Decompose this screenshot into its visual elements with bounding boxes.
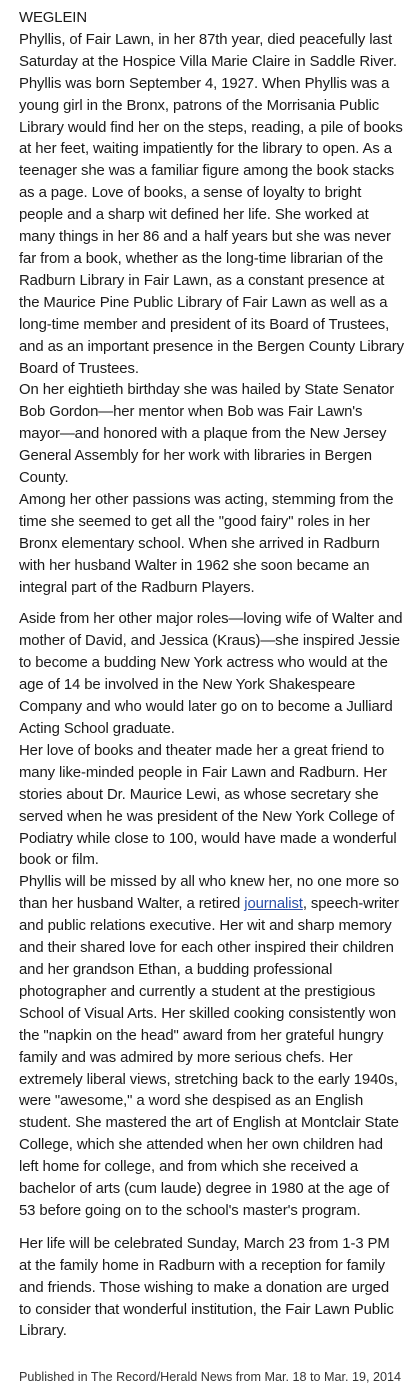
obituary-paragraph-acting: Among her other passions was acting, stemming from the time she seemed to get all the "good fairy" roles in her Bronx elementary school. When she arrived in Radburn with her husband Walter in 1962 she soon became an integral part of the Radburn Players. [19,491,394,596]
journalist-link[interactable]: journalist [244,896,303,913]
obituary-section-service [19,1234,405,1344]
obituary-paragraph-roles: Aside from her other major roles—loving wife of Walter and mother of David, and Jessica (Kraus)—she inspired Jessie to become a budding New York actress who would at the age of 14 be involved in the New York Shakespeare Company and who would later go on to become a Julliard Acting School graduate. [19,611,403,737]
obituary-paragraph-friends: Her love of books and theater made her a great friend to many like-minded people in Fair Lawn and Radburn. Her stories about Dr. Maurice Lewi, as whose secretary she served when he was president of the New York College of Podiatry while close to 100, would have made a wonderful book or film. [19,742,397,869]
publication-info [19,1367,405,1387]
missed-text-before: Phyllis will be missed by all who knew her, no one more so than her husband Walter, a retired [19,874,399,913]
obituary-section-family [19,609,405,1222]
obituary-page [19,8,405,1387]
obituary-paragraph-life: Phyllis, of Fair Lawn, in her 87th year, died peacefully last Saturday at the Hospice Villa Marie Claire in Saddle River. Phyllis was born September 4, 1927. When Phyllis was a young girl in the Bronx, patrons of the Morrisania Public Library would find her on the steps, reading, a pile of books at her feet, waiting impatiently for the library to open. As a teenager she was a familiar figure among the book stacks as a page. Love of books, a sense of loyalty to bright people and a sharp wit defined her life. She worked at many things in her 86 and a half years but she was never far from a book, whether as the long-time librarian of the Radburn Library in Fair Lawn, as a constant presence at the Maurice Pine Public Library of Fair Lawn as well as a long-time member and president of its Board of Trustees, and as an important presence in the Bergen County Library Board of Trustees. [19,31,404,377]
obituary-paragraph-celebration: Her life will be celebrated Sunday, March 23 from 1-3 PM at the family home in Radburn with a reception for family and friends. Those wishing to make a donation are urged to consider that wonderful institution, the Fair Lawn Public Library. [19,1235,394,1340]
obituary-surname: WEGLEIN [19,10,87,26]
obituary-paragraph-birthday: On her eightieth birthday she was hailed by State Senator Bob Gordon—her mentor when Bob was Fair Lawn's mayor—and honored with a plaque from the New Jersey General Assembly for her work with libraries in Bergen County. [19,382,395,487]
obituary-paragraph-missed [19,872,405,1223]
missed-text-after: , speech-writer and public relations executive. Her wit and sharp memory and their shared love for each other inspired their children and her grandson Ethan, a budding professional photographer and currently a student at the prestigious School of Visual Arts. Her skilled cooking consistently won the "napkin on the head" award from her grateful hungry family and was admired by more serious chefs. Her extremely liberal views, stretching back to the early 1940s, were "awesome," a word she despised as an English student. She mastered the art of English at Montclair State College, which she attended when her own children had left home for college, and from which she received a bachelor of arts (cum laude) degree in 1980 at the age of 53 before going on to the school's master's program. [19,896,399,1219]
obituary-section-main [19,8,405,599]
publication-line: Published in The Record/Herald News from Mar. 18 to Mar. 19, 2014 [19,1370,401,1385]
